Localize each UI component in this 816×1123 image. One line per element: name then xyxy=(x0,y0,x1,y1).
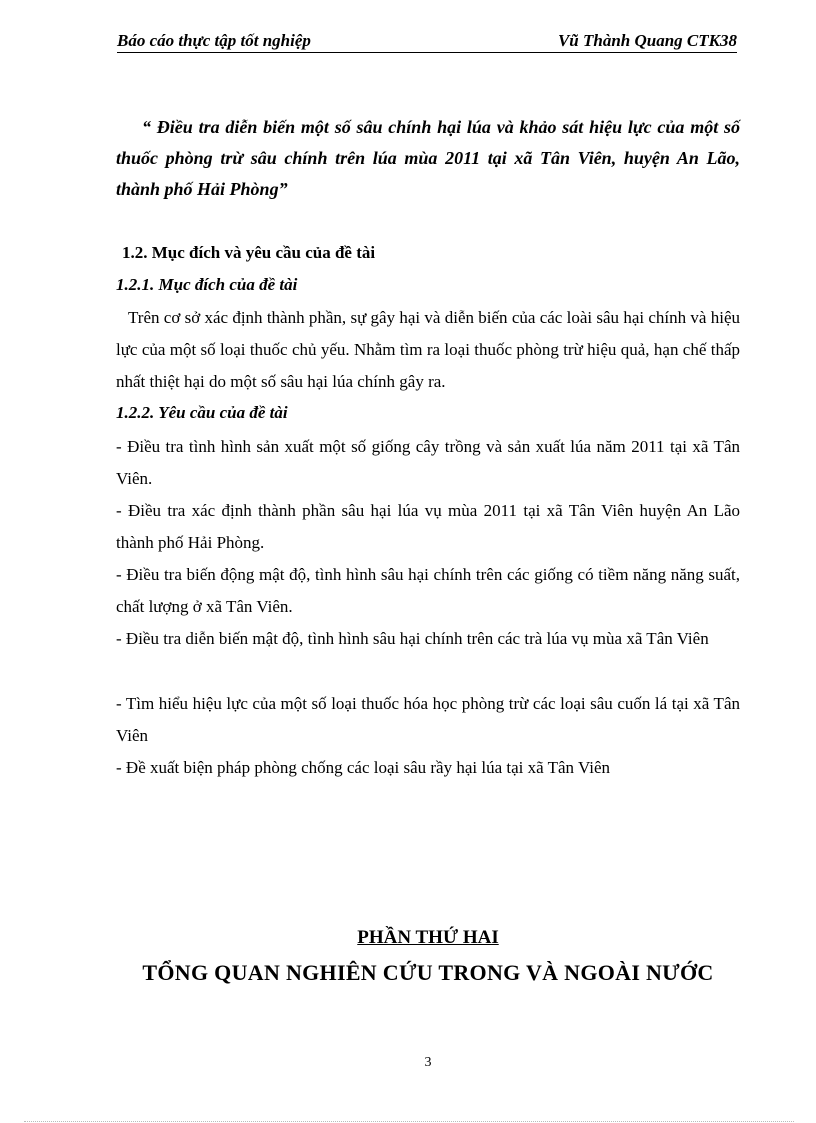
requirement-item: - Điều tra xác định thành phần sâu hại lúa vụ mùa 2011 tại xã Tân Viên huyện An Lão thành phố Hải Phòng. xyxy=(116,501,740,552)
header-report-title: Báo cáo thực tập tốt nghiệp xyxy=(117,31,311,50)
section-heading-1-2: 1.2. Mục đích và yêu cầu của đề tài xyxy=(122,243,376,262)
requirement-item: - Điều tra diễn biến mật độ, tình hình sâu hại chính trên các trà lúa vụ mùa xã Tân Viên xyxy=(116,629,709,648)
topic-quote: “ Điều tra diễn biến một số sâu chính hại lúa và khảo sát hiệu lực của một số thuốc phòng trừ sâu chính trên lúa mùa 2011 tại xã Tân Viên, huyện An Lão, thành phố Hải Phòng” xyxy=(116,117,740,199)
requirement-item: - Tìm hiểu hiệu lực của một số loại thuốc hóa học phòng trừ các loại sâu cuốn lá tại xã Tân Viên xyxy=(116,694,740,745)
page-bottom-rule xyxy=(24,1121,794,1122)
part-two-label xyxy=(0,927,816,949)
requirement-item: - Đề xuất biện pháp phòng chống các loại sâu rầy hại lúa tại xã Tân Viên xyxy=(116,758,611,777)
subsection-heading-1-2-1: 1.2.1. Mục đích của đề tài xyxy=(116,275,298,294)
purpose-paragraph: Trên cơ sở xác định thành phần, sự gây hại và diễn biến của các loài sâu hại chính và hiệu lực của một số loại thuốc chủ yếu. Nhằm tìm ra loại thuốc phòng trừ hiệu quả, hạn chế thấp nhất thiệt hại do một số sâu hại lúa chính gây ra. xyxy=(116,308,740,391)
header-author: Vũ Thành Quang CTK38 xyxy=(557,31,737,50)
part-two-title: TỔNG QUAN NGHIÊN CỨU TRONG VÀ NGOÀI NƯỚC xyxy=(142,960,714,985)
part-two-label-text: PHẦN THỨ HAI xyxy=(357,927,499,948)
page-number: 3 xyxy=(424,1055,432,1070)
subsection-heading-1-2-2: 1.2.2. Yêu cầu của đề tài xyxy=(116,403,288,422)
requirement-item: - Điều tra biến động mật độ, tình hình sâu hại chính trên các giống có tiềm năng năng suất, chất lượng ở xã Tân Viên. xyxy=(116,565,740,616)
page-header xyxy=(117,30,737,53)
requirement-item: - Điều tra tình hình sản xuất một số giống cây trồng và sản xuất lúa năm 2011 tại xã Tân Viên. xyxy=(116,437,740,488)
